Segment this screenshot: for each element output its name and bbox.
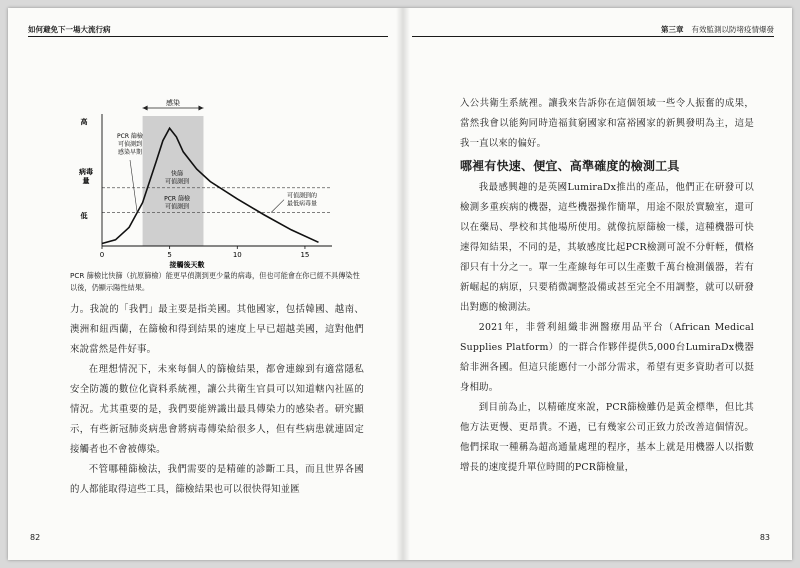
y-tick-low: 低 [80, 212, 88, 220]
x-tick-label: 15 [300, 251, 310, 259]
header-rule [28, 36, 388, 37]
x-tick-label: 0 [99, 251, 105, 259]
body-paragraph: 不管哪種篩檢法，我們需要的是精確的診斷工具，而且世界各國的人都能取得這些工具，篩檢結果也可以很快得知並匯 [70, 464, 364, 495]
pcr-early-detection-annotation: PCR 篩檢可偵測到感染早期 [117, 133, 143, 156]
header-rule [412, 36, 774, 37]
running-head-chapter [661, 24, 774, 35]
viral-load-chart [70, 94, 340, 294]
left-page [8, 8, 400, 560]
section-heading: 哪裡有快速、便宜、高準確度的檢測工具 [460, 159, 680, 173]
right-body-text [460, 94, 754, 478]
body-paragraph: 到目前為止，以精確度來說，PCR篩檢雖仍是黃金標準，但比其他方法更慢、更昂貴。不過，已有幾家公司正致力於改善這個情況。他們採取一種稱為超高通量處理的程序，基本上就是用機器人以指數增長的速度提升單位時間的PCR篩檢量， [460, 402, 754, 473]
x-tick-label: 5 [167, 251, 172, 259]
x-tick-label: 10 [232, 251, 242, 259]
y-axis-label: 病毒量 [79, 168, 93, 185]
chapter-number: 第三章 [661, 25, 684, 34]
body-paragraph: 力。我說的「我們」最主要是指美國。其他國家，包括韓國、越南、澳洲和紐西蘭，在篩檢和得到結果的速度上早已超越美國，這對他們來說當然是件好事。 [70, 304, 364, 355]
infection-band-label: 感染 [166, 99, 181, 107]
lowest-detectable-pointer [271, 200, 284, 213]
x-tick-labels [100, 246, 310, 259]
figure-caption: PCR 篩檢比快篩（抗原篩檢）能更早偵測到更少量的病毒，但也可能會在你已經不具傳染性以後，仍顯示陽性結果。 [70, 271, 360, 292]
body-paragraph: 我最感興趣的是英國LumiraDx推出的產品，他們正在研發可以檢測多重疾病的機器，這些機器操作簡單，用途不限於實驗室，還可以在藥局、學校和其他場所使用。就像抗原篩檢一樣，這種機器可快速得知結果，不同的是，其敏感度比起PCR檢測可說不分軒輊，價格卻只有十分之一。單一生產線每年可以生產數千萬台檢測儀器，若有新崛起的病原，只要稍微調整設備或甚至完全不用調整，就可以研發出對應的檢測法。 [460, 182, 754, 313]
right-page [400, 8, 792, 560]
body-paragraph: 入公共衛生系統裡。讓我來告訴你在這個領域一些令人振奮的成果，當然我會以能夠同時造福貧窮國家和富裕國家的新興發明為主，這是我一直以來的偏好。 [460, 98, 754, 149]
left-body-text [70, 300, 364, 500]
x-axis-label: 接觸後天數 [169, 261, 205, 269]
running-head-book-title: 如何避免下一場大流行病 [28, 25, 111, 34]
book-spread [8, 8, 792, 560]
page-number: 82 [30, 533, 41, 542]
pcr-early-detection-pointer [130, 160, 137, 213]
pcr-threshold-label: PCR 篩檢可偵測到 [164, 195, 190, 211]
body-paragraph: 在理想情況下，未來每個人的篩檢結果，都會連線到有適當隱私安全防護的數位化資料系統裡，讓公共衛生官員可以知道轄內社區的情況。尤其重要的是，我們要能辨識出最具傳染力的感染者。研究顯示，有些新冠肺炎病患會將病毒傳染給很多人，但有些病患就連固定接觸者也不會被傳染。 [70, 364, 364, 455]
rapid-test-threshold-label: 快篩可偵測到 [165, 170, 190, 186]
chapter-title: 有效監測以防堵疫情爆發 [691, 25, 774, 34]
lowest-detectable-annotation: 可偵測到的最低病毒量 [286, 192, 318, 208]
y-tick-high: 高 [80, 118, 88, 126]
body-paragraph: 2021年，非營利組織非洲醫療用品平台（African Medical Supplies Platform）的一群合作夥伴提供5,000台LumiraDx機器給非洲各國。但這只能應付一小部分需求，希望有更多資助者可以挺身相助。 [460, 322, 754, 393]
page-number: 83 [759, 533, 770, 542]
